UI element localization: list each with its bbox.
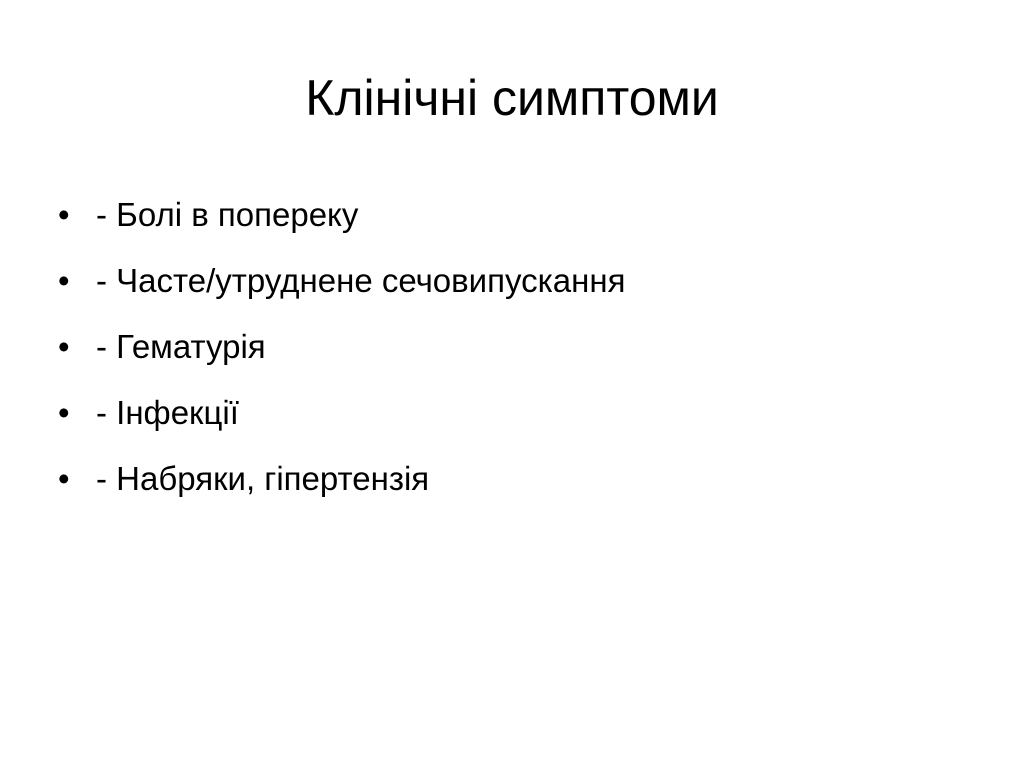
bullet-list [58,182,978,512]
bullet-icon: • [58,328,70,365]
bullet-icon: • [58,262,70,299]
list-item-text: - Набряки, гіпертензія [96,460,430,497]
list-item [58,314,978,380]
list-item-text: - Болі в попереку [96,196,359,233]
list-item-text: - Гематурія [96,328,266,365]
list-item [58,248,978,314]
list-item-text: - Інфекції [96,394,239,431]
list-item [58,446,978,512]
bullet-icon: • [58,394,70,431]
list-item-text: - Часте/утруднене сечовипускання [96,262,626,299]
bullet-icon: • [58,460,70,497]
list-item [58,182,978,248]
list-item [58,380,978,446]
slide-title: Клінічні симптоми [305,70,719,126]
bullet-icon: • [58,196,70,233]
